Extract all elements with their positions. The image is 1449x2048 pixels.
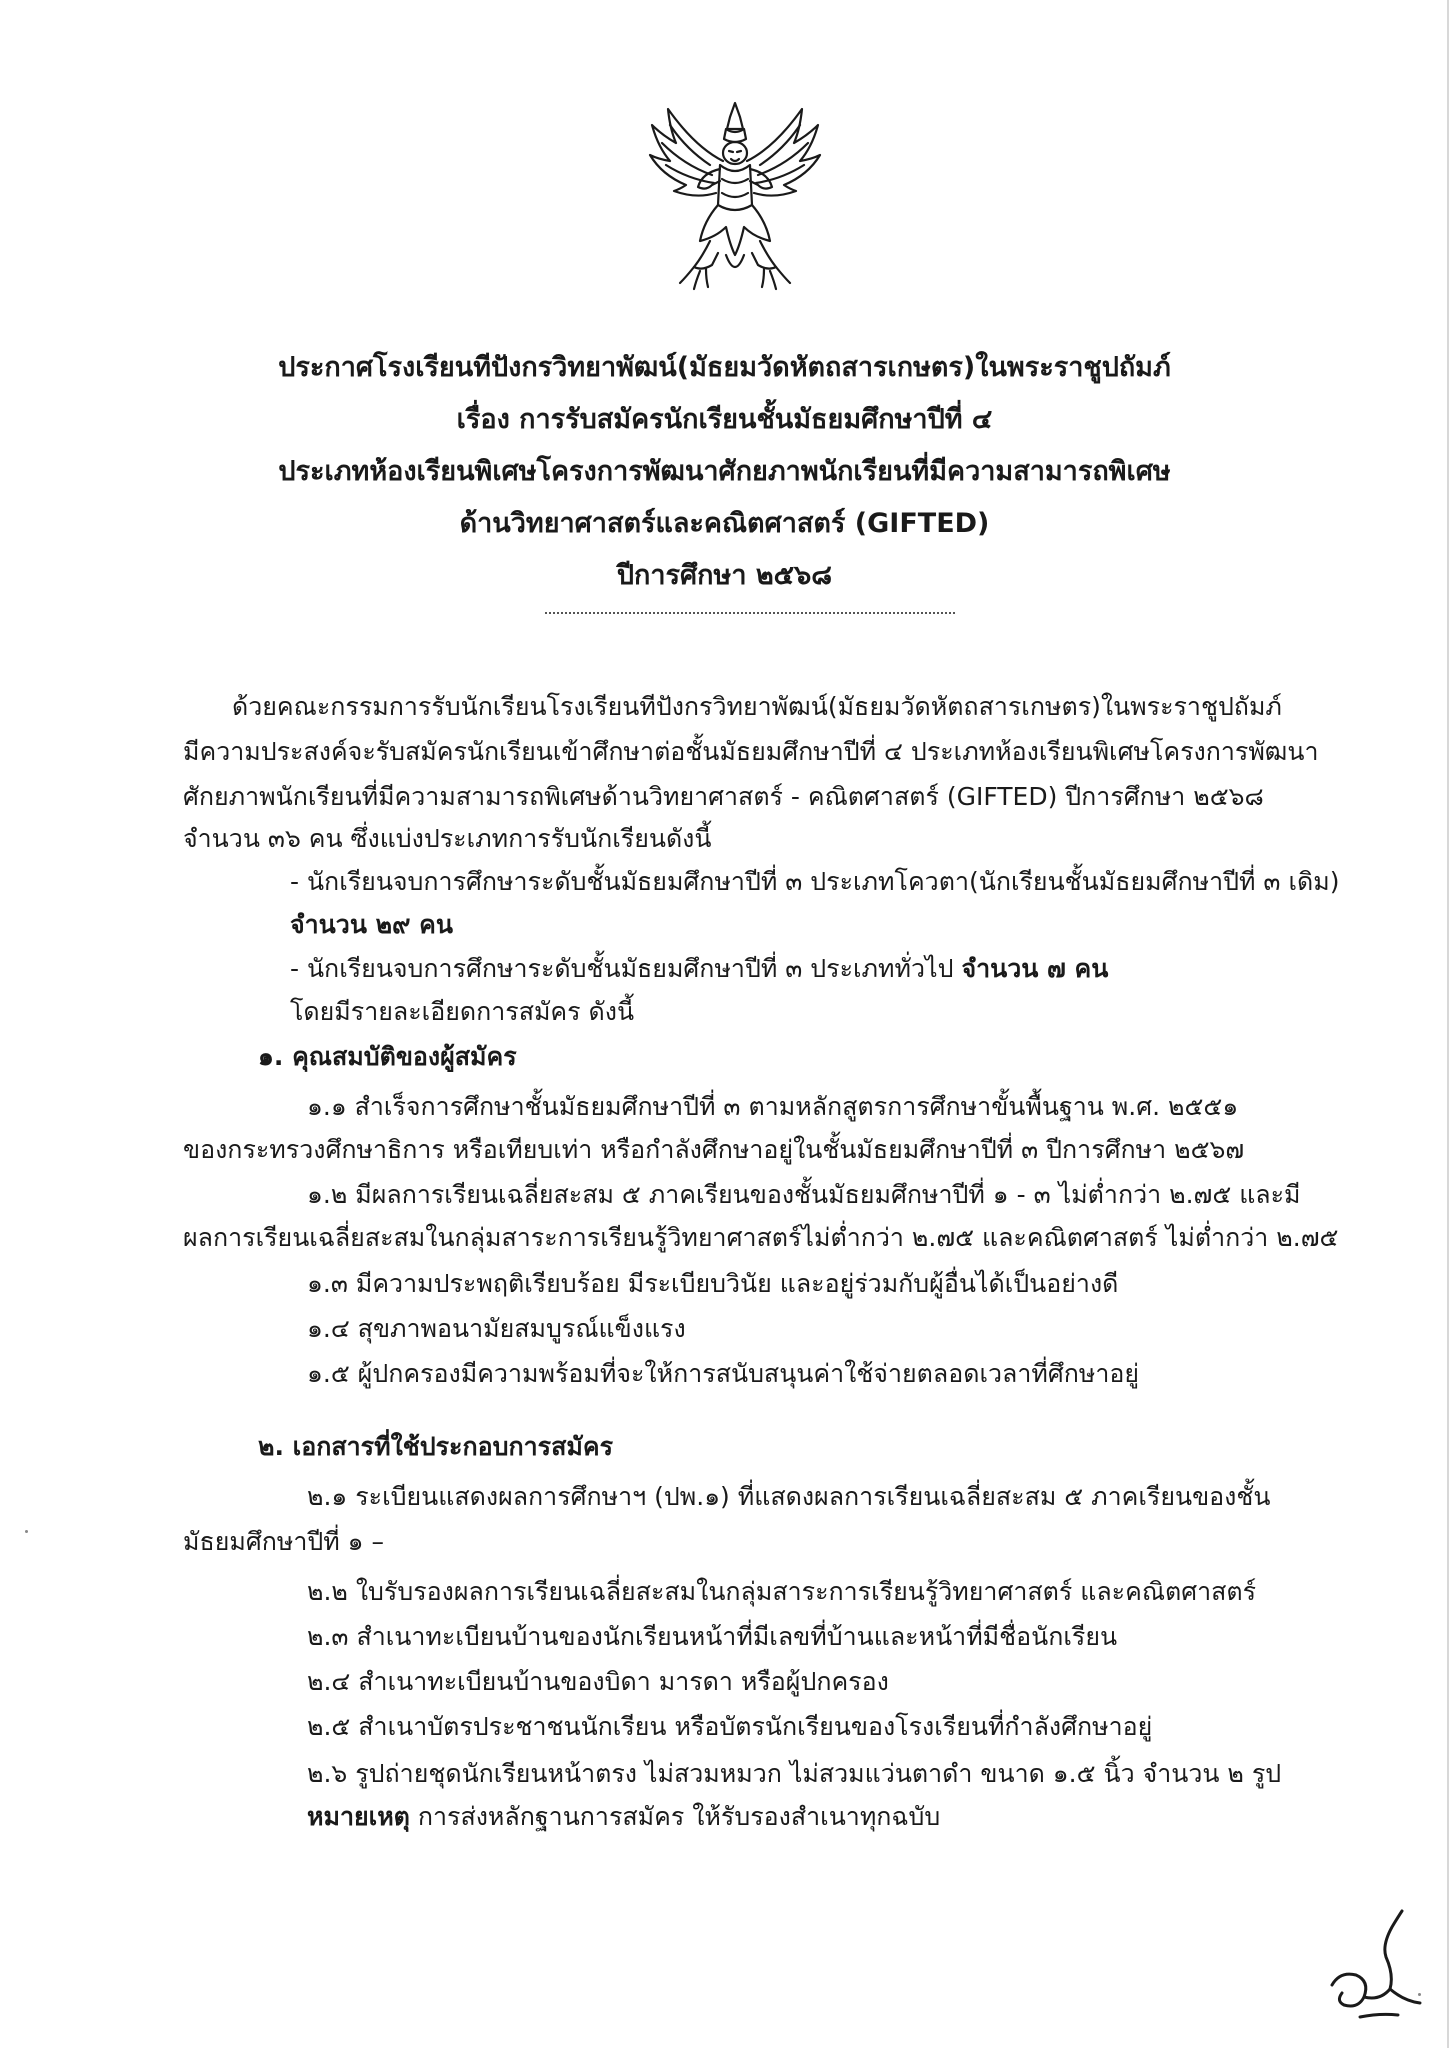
s1-item4: ๑.๔ สุขภาพอนามัยสมบูรณ์แข็งแรง <box>307 1314 686 1343</box>
s2-item4: ๒.๔ สำเนาทะเบียนบ้านของบิดา มารดา หรือผู้ปกครอง <box>307 1667 889 1696</box>
general-line <box>290 952 1108 986</box>
intro-line-3: ศักยภาพนักเรียนที่มีความสามารถพิเศษด้านวิทยาศาสตร์ - คณิตศาสตร์ (GIFTED) ปีการศึกษา ๒๕๖๘ <box>183 782 1264 811</box>
announcement-subject: เรื่อง การรับสมัครนักเรียนชั้นมัธยมศึกษาปีที่ ๔ <box>456 404 993 435</box>
academic-year: ปีการศึกษา ๒๕๖๘ <box>616 560 833 591</box>
note-text: การส่งหลักฐานการสมัคร ให้รับรองสำเนาทุกฉบับ <box>409 1802 941 1831</box>
s1-item2-line2: ผลการเรียนเฉลี่ยสะสมในกลุ่มสาระการเรียนรู้วิทยาศาสตร์ไม่ต่ำกว่า ๒.๗๕ และคณิตศาสตร์ ไม่ต่ำกว่า ๒.๗๕ <box>183 1223 1339 1252</box>
general-count: จำนวน ๗ คน <box>961 954 1109 983</box>
note-line <box>307 1800 940 1834</box>
program-type: ประเภทห้องเรียนพิเศษโครงการพัฒนาศักยภาพนักเรียนที่มีความสามารถพิเศษ <box>278 456 1171 487</box>
s2-item1-line2: มัธยมศึกษาปีที่ ๑ – <box>183 1527 385 1556</box>
s2-item3: ๒.๓ สำเนาทะเบียนบ้านของนักเรียนหน้าที่มีเลขที่บ้านและหน้าที่มีชื่อนักเรียน <box>307 1622 1118 1651</box>
intro-line-1: ด้วยคณะกรรมการรับนักเรียนโรงเรียนทีปังกรวิทยาพัฒน์(มัธยมวัดหัตถสารเกษตร)ในพระราชูปถัมภ์ <box>232 692 1282 721</box>
s2-item5: ๒.๕ สำเนาบัตรประชาชนนักเรียน หรือบัตรนักเรียนของโรงเรียนที่กำลังศึกษาอยู่ <box>307 1712 1153 1741</box>
garuda-emblem-icon <box>640 95 830 295</box>
s2-item1-line1: ๒.๑ ระเบียนแสดงผลการศึกษาฯ (ปพ.๑) ที่แสดงผลการเรียนเฉลี่ยสะสม ๕ ภาคเรียนของชั้น <box>307 1482 1271 1511</box>
details-intro: โดยมีรายละเอียดการสมัคร ดังนี้ <box>290 997 635 1026</box>
general-text: - นักเรียนจบการศึกษาระดับชั้นมัธยมศึกษาปีที่ ๓ ประเภททั่วไป <box>290 954 954 983</box>
s2-item6: ๒.๖ รูปถ่ายชุดนักเรียนหน้าตรง ไม่สวมหมวก ไม่สวมแว่นตาดำ ขนาด ๑.๕ นิ้ว จำนวน ๒ รูป <box>307 1759 1282 1788</box>
scan-speck <box>25 1530 28 1533</box>
s2-item2: ๒.๒ ใบรับรองผลการเรียนเฉลี่ยสะสมในกลุ่มสาระการเรียนรู้วิทยาศาสตร์ และคณิตศาสตร์ <box>307 1577 1257 1606</box>
heading-divider <box>545 612 955 614</box>
section2-title: ๒. เอกสารที่ใช้ประกอบการสมัคร <box>258 1432 613 1461</box>
intro-line-2: มีความประสงค์จะรับสมัครนักเรียนเข้าศึกษาต่อชั้นมัธยมศึกษาปีที่ ๔ ประเภทห้องเรียนพิเศษโครงการพัฒนา <box>183 737 1319 766</box>
signature-mark <box>1320 1905 1430 2025</box>
announcement-title: ประกาศโรงเรียนทีปังกรวิทยาพัฒน์(มัธยมวัดหัตถสารเกษตร)ในพระราชูปถัมภ์ <box>278 352 1171 383</box>
s1-item1-line1: ๑.๑ สำเร็จการศึกษาชั้นมัธยมศึกษาปีที่ ๓ ตามหลักสูตรการศึกษาขั้นพื้นฐาน พ.ศ. ๒๕๕๑ <box>307 1092 1239 1121</box>
quota-count: จำนวน ๒๙ คน <box>290 910 453 939</box>
quota-line: - นักเรียนจบการศึกษาระดับชั้นมัธยมศึกษาปีที่ ๓ ประเภทโควตา(นักเรียนชั้นมัธยมศึกษาปีที่ ๓ เดิม) <box>290 867 1340 896</box>
s1-item5: ๑.๕ ผู้ปกครองมีความพร้อมที่จะให้การสนับสนุนค่าใช้จ่ายตลอดเวลาที่ศึกษาอยู่ <box>307 1359 1140 1388</box>
program-field: ด้านวิทยาศาสตร์และคณิตศาสตร์ (GIFTED) <box>459 508 990 539</box>
s1-item1-line2: ของกระทรวงศึกษาธิการ หรือเทียบเท่า หรือกำลังศึกษาอยู่ในชั้นมัธยมศึกษาปีที่ ๓ ปีการศึกษา ๒๕๖๗ <box>183 1135 1245 1164</box>
section1-title: ๑. คุณสมบัติของผู้สมัคร <box>258 1042 517 1071</box>
note-label: หมายเหตุ <box>307 1802 410 1831</box>
intro-line-4: จำนวน ๓๖ คน ซึ่งแบ่งประเภทการรับนักเรียนดังนี้ <box>183 824 712 853</box>
s1-item3: ๑.๓ มีความประพฤติเรียบร้อย มีระเบียบวินัย และอยู่ร่วมกับผู้อื่นได้เป็นอย่างดี <box>307 1269 1119 1298</box>
s1-item2-line1: ๑.๒ มีผลการเรียนเฉลี่ยสะสม ๕ ภาคเรียนของชั้นมัธยมศึกษาปีที่ ๑ - ๓ ไม่ต่ำกว่า ๒.๗๕ และมี <box>307 1180 1301 1209</box>
